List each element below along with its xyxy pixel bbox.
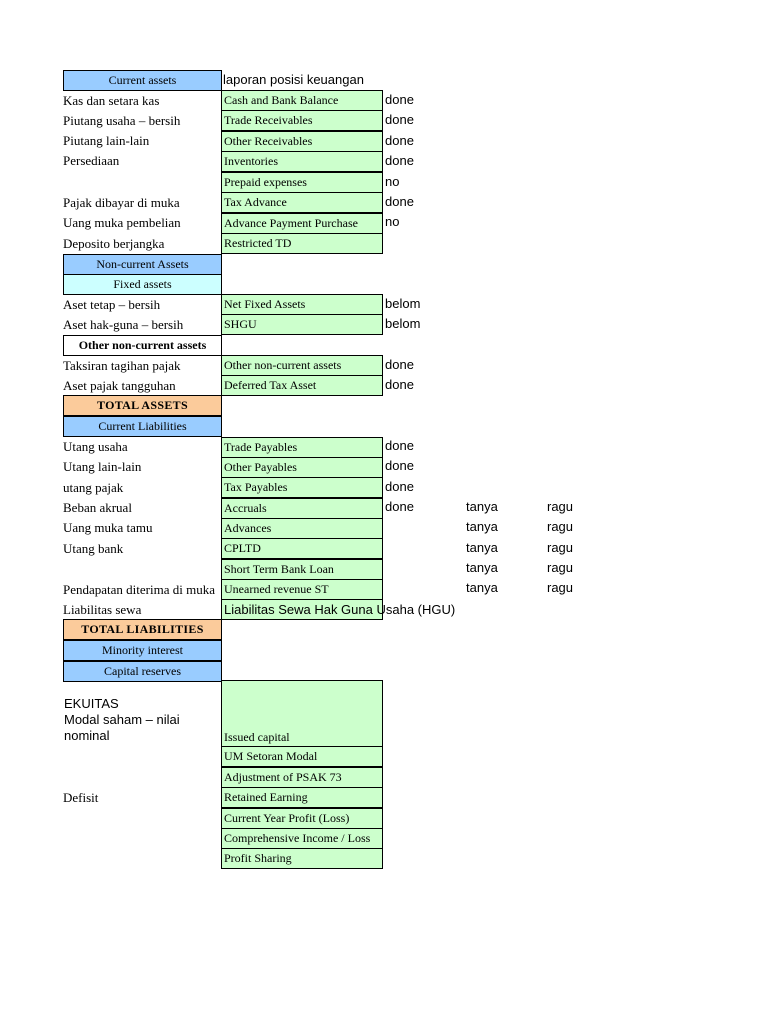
cl-id-5[interactable]: Utang bank bbox=[63, 541, 124, 556]
fa-status-0[interactable]: belom bbox=[385, 296, 421, 311]
header-total-assets[interactable]: TOTAL ASSETS bbox=[63, 395, 222, 416]
cl-en-2[interactable]: Tax Payables bbox=[221, 477, 383, 498]
ca-status-2[interactable]: done bbox=[385, 133, 414, 148]
header-current-liabilities[interactable]: Current Liabilities bbox=[63, 416, 222, 437]
eq-item-1[interactable]: UM Setoran Modal bbox=[221, 746, 383, 767]
ca-en-6[interactable]: Advance Payment Purchase bbox=[221, 213, 383, 234]
cl-en-0[interactable]: Trade Payables bbox=[221, 437, 383, 458]
header-minority-interest[interactable]: Minority interest bbox=[63, 640, 222, 661]
eq-item-5[interactable]: Comprehensive Income / Loss bbox=[221, 828, 383, 849]
cl-id-8[interactable]: Liabilitas sewa bbox=[63, 602, 142, 617]
ca-en-5[interactable]: Tax Advance bbox=[221, 192, 383, 213]
onc-en-1[interactable]: Deferred Tax Asset bbox=[221, 375, 383, 396]
ca-status-3[interactable]: done bbox=[385, 153, 414, 168]
cl-en-1[interactable]: Other Payables bbox=[221, 457, 383, 478]
ca-status-0[interactable]: done bbox=[385, 92, 414, 107]
ca-en-3[interactable]: Inventories bbox=[221, 151, 383, 172]
ca-en-2[interactable]: Other Receivables bbox=[221, 131, 383, 152]
cl-note2-6[interactable]: ragu bbox=[547, 560, 574, 575]
equity-label-line2: Modal saham – nilai nominal bbox=[64, 712, 180, 743]
ca-status-5[interactable]: done bbox=[385, 194, 414, 209]
sheet-title[interactable]: laporan posisi keuangan bbox=[223, 72, 364, 87]
onc-en-0[interactable]: Other non-current assets bbox=[221, 355, 383, 376]
ca-id-0[interactable]: Kas dan setara kas bbox=[63, 93, 160, 108]
cl-note1-3[interactable]: tanya bbox=[466, 499, 498, 514]
eq-item-4[interactable]: Current Year Profit (Loss) bbox=[221, 808, 383, 829]
ca-id-3[interactable]: Persediaan bbox=[63, 153, 120, 168]
equity-label[interactable] bbox=[64, 696, 214, 744]
fa-id-1[interactable]: Aset hak-guna – bersih bbox=[63, 317, 184, 332]
ca-status-6[interactable]: no bbox=[385, 214, 400, 229]
deficit-label[interactable]: Defisit bbox=[63, 790, 99, 805]
cl-status-1[interactable]: done bbox=[385, 458, 414, 473]
cl-note2-7[interactable]: ragu bbox=[547, 580, 574, 595]
cl-note1-4[interactable]: tanya bbox=[466, 519, 498, 534]
header-non-current-assets[interactable]: Non-current Assets bbox=[63, 254, 222, 275]
cl-en-3[interactable]: Accruals bbox=[221, 498, 383, 519]
cl-note1-6[interactable]: tanya bbox=[466, 560, 498, 575]
ca-status-1[interactable]: done bbox=[385, 112, 414, 127]
cl-id-0[interactable]: Utang usaha bbox=[63, 439, 128, 454]
ca-status-4[interactable]: no bbox=[385, 174, 400, 189]
ca-en-0[interactable]: Cash and Bank Balance bbox=[221, 90, 383, 111]
cl-status-2[interactable]: done bbox=[385, 479, 414, 494]
header-total-liabilities[interactable]: TOTAL LIABILITIES bbox=[63, 619, 222, 640]
cl-status-3[interactable]: done bbox=[385, 499, 414, 514]
eq-item-2[interactable]: Adjustment of PSAK 73 bbox=[221, 767, 383, 788]
cl-id-4[interactable]: Uang muka tamu bbox=[63, 520, 153, 535]
header-current-assets[interactable]: Current assets bbox=[63, 70, 222, 91]
onc-id-0[interactable]: Taksiran tagihan pajak bbox=[63, 358, 181, 373]
header-other-non-current-assets[interactable]: Other non-current assets bbox=[63, 335, 222, 356]
ca-id-5[interactable]: Pajak dibayar di muka bbox=[63, 195, 180, 210]
ca-id-6[interactable]: Uang muka pembelian bbox=[63, 215, 181, 230]
equity-label-line1: EKUITAS bbox=[64, 696, 119, 711]
eq-item-3[interactable]: Retained Earning bbox=[221, 787, 383, 808]
cl-note2-3[interactable]: ragu bbox=[547, 499, 574, 514]
cl-en-5[interactable]: CPLTD bbox=[221, 538, 383, 559]
cl-status-0[interactable]: done bbox=[385, 438, 414, 453]
fa-en-1[interactable]: SHGU bbox=[221, 314, 383, 335]
cl-id-2[interactable]: utang pajak bbox=[63, 480, 124, 495]
cl-id-1[interactable]: Utang lain-lain bbox=[63, 459, 142, 474]
onc-id-1[interactable]: Aset pajak tangguhan bbox=[63, 378, 176, 393]
cl-note2-4[interactable]: ragu bbox=[547, 519, 574, 534]
ca-id-1[interactable]: Piutang usaha – bersih bbox=[63, 113, 181, 128]
eq-item-0[interactable]: Issued capital bbox=[221, 680, 383, 747]
cl-en-8[interactable]: Liabilitas Sewa Hak Guna Usaha (HGU) bbox=[221, 599, 383, 620]
cl-en-4[interactable]: Advances bbox=[221, 518, 383, 539]
onc-status-0[interactable]: done bbox=[385, 357, 414, 372]
ca-id-7[interactable]: Deposito berjangka bbox=[63, 236, 165, 251]
cl-en-6[interactable]: Short Term Bank Loan bbox=[221, 559, 383, 580]
fa-id-0[interactable]: Aset tetap – bersih bbox=[63, 297, 161, 312]
header-fixed-assets[interactable]: Fixed assets bbox=[63, 274, 222, 295]
fa-en-0[interactable]: Net Fixed Assets bbox=[221, 294, 383, 315]
cl-en-7[interactable]: Unearned revenue ST bbox=[221, 579, 383, 600]
onc-status-1[interactable]: done bbox=[385, 377, 414, 392]
ca-en-1[interactable]: Trade Receivables bbox=[221, 110, 383, 131]
ca-id-2[interactable]: Piutang lain-lain bbox=[63, 133, 150, 148]
eq-item-6[interactable]: Profit Sharing bbox=[221, 848, 383, 869]
cl-note1-7[interactable]: tanya bbox=[466, 580, 498, 595]
cl-note1-5[interactable]: tanya bbox=[466, 540, 498, 555]
ca-en-7[interactable]: Restricted TD bbox=[221, 233, 383, 254]
ca-en-4[interactable]: Prepaid expenses bbox=[221, 172, 383, 193]
cl-id-7[interactable]: Pendapatan diterima di muka bbox=[63, 582, 215, 597]
header-capital-reserves[interactable]: Capital reserves bbox=[63, 661, 222, 682]
cl-id-3[interactable]: Beban akrual bbox=[63, 500, 132, 515]
fa-status-1[interactable]: belom bbox=[385, 316, 421, 331]
cl-note2-5[interactable]: ragu bbox=[547, 540, 574, 555]
